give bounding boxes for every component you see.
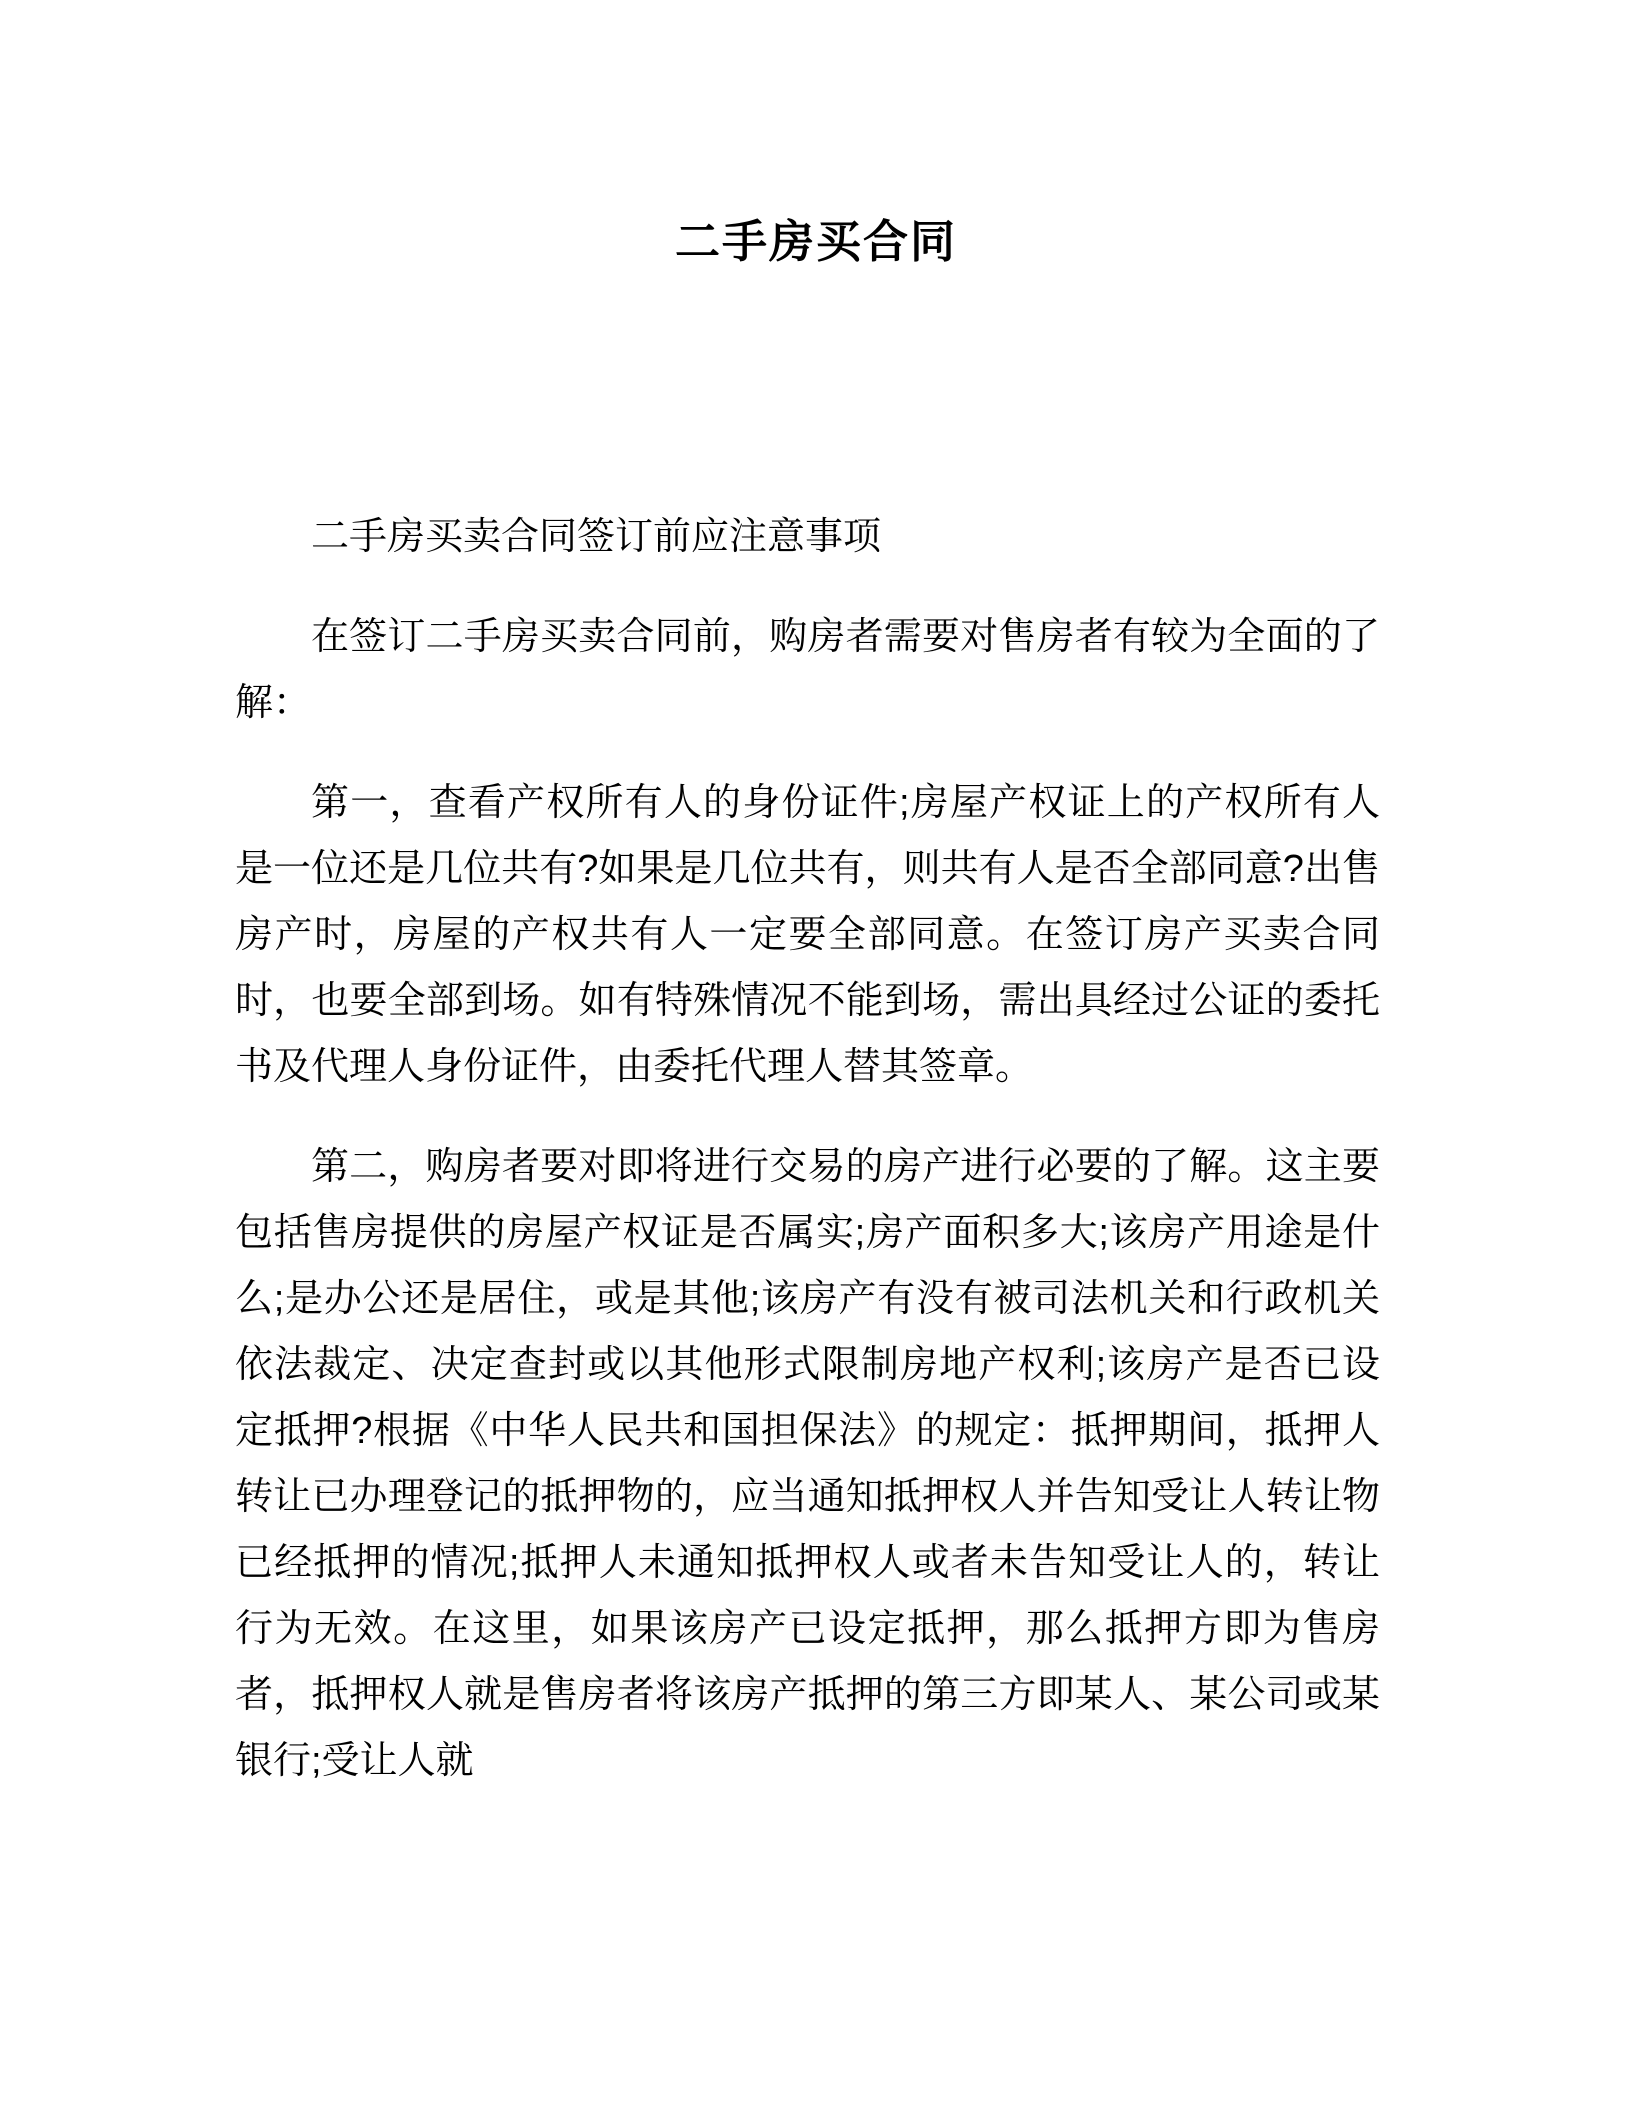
document-body — [0, 504, 1632, 1794]
paragraph-intro: 在签订二手房买卖合同前，购房者需要对售房者有较为全面的了解： — [235, 616, 1380, 724]
paragraph-point-one: 第一，查看产权所有人的身份证件;房屋产权证上的产权所有人是一位还是几位共有?如果是几位共有，则共有人是否全部同意?出售房产时，房屋的产权共有人一定要全部同意。在签订房产买卖合同时，也要全部到场。如有特殊情况不能到场，需出具经过公证的委托书及代理人身份证件，由委托代理人替其签章。 — [235, 782, 1380, 1088]
document-title: 二手房买合同 — [674, 216, 957, 267]
paragraph-point-two: 第二，购房者要对即将进行交易的房产进行必要的了解。这主要包括售房提供的房屋产权证是否属实;房产面积多大;该房产用途是什么;是办公还是居住，或是其他;该房产有没有被司法机关和行政机关依法裁定、决定查封或以其他形式限制房地产权利;该房产是否已设定抵押?根据《中华人民共和国担保法》的规定：抵押期间，抵押人转让已办理登记的抵押物的，应当通知抵押权人并告知受让人转让物已经抵押的情况;抵押人未通知抵押权人或者未告知受让人的，转让行为无效。在这里，如果该房产已设定抵押，那么抵押方即为售房者，抵押权人就是售房者将该房产抵押的第三方即某人、某公司或某银行;受让人就 — [235, 1146, 1380, 1782]
section-heading: 二手房买卖合同签订前应注意事项 — [311, 516, 882, 558]
